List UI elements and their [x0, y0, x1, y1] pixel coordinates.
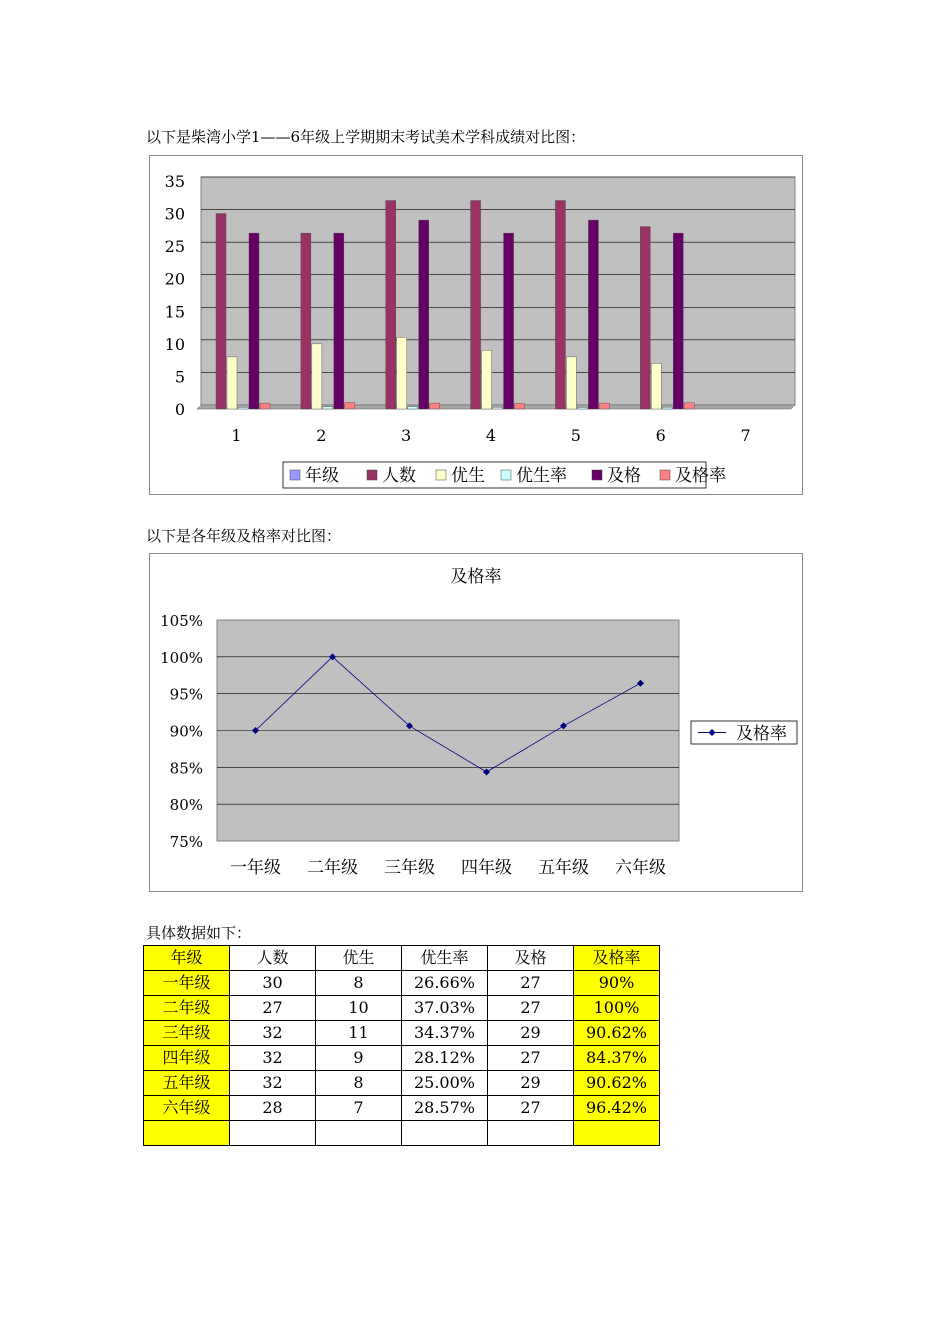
intro-text-line-chart: 以下是各年级及格率对比图： — [146, 527, 342, 545]
grade-table-body — [144, 946, 660, 1146]
y-tick-label: 0 — [174, 400, 185, 419]
table-cell — [144, 1121, 230, 1146]
bar-人数 — [386, 201, 396, 409]
table-cell: 90.62% — [574, 1021, 660, 1046]
intro-text-bar-chart: 以下是柴湾小学1——6年级上学期期末考试美术学科成绩对比图： — [146, 128, 586, 146]
line-chart-title: 及格率 — [450, 567, 502, 587]
legend-label-优生: 优生 — [451, 466, 485, 486]
table-row — [144, 1096, 660, 1121]
x-tick-label: 1 — [231, 426, 242, 445]
table-row — [144, 1046, 660, 1071]
bar-及格 — [673, 233, 683, 409]
table-cell: 五年级 — [144, 1071, 230, 1096]
table-cell: 28.57% — [402, 1096, 488, 1121]
plot-area-back-wall — [201, 177, 795, 405]
legend-swatch-优生率 — [501, 470, 511, 480]
table-cell: 四年级 — [144, 1046, 230, 1071]
y-tick-label: 100% — [160, 648, 203, 667]
bar-优生率 — [323, 407, 333, 409]
bar-优生率 — [238, 407, 248, 409]
table-cell: 96.42% — [574, 1096, 660, 1121]
legend-swatch-人数 — [367, 470, 377, 480]
intro-text-table: 具体数据如下： — [146, 924, 252, 942]
table-row — [144, 1121, 660, 1146]
table-cell: 26.66% — [402, 971, 488, 996]
y-tick-label: 85% — [169, 759, 203, 778]
bar-chart-svg — [150, 156, 802, 494]
bar-及格率 — [684, 403, 694, 409]
table-row — [144, 971, 660, 996]
y-tick-label: 20 — [164, 269, 185, 289]
table-cell: 25.00% — [402, 1071, 488, 1096]
table-cell: 29 — [488, 1021, 574, 1046]
table-cell: 三年级 — [144, 1021, 230, 1046]
table-cell: 一年级 — [144, 971, 230, 996]
table-cell — [488, 1121, 574, 1146]
table-cell: 90.62% — [574, 1071, 660, 1096]
legend-label-及格率: 及格率 — [736, 724, 787, 744]
table-cell — [316, 1121, 402, 1146]
bar-人数 — [301, 233, 311, 409]
x-tick-label: 六年级 — [615, 858, 666, 878]
bar-legend — [283, 462, 726, 488]
table-cell: 27 — [488, 971, 574, 996]
y-tick-label: 10 — [164, 334, 185, 354]
table-cell: 11 — [316, 1021, 402, 1046]
bar-优生率 — [662, 407, 672, 409]
y-tick-label: 5 — [174, 367, 185, 387]
table-cell: 27 — [488, 1096, 574, 1121]
x-tick-label: 2 — [316, 426, 327, 445]
legend-label-及格: 及格 — [607, 466, 641, 486]
y-tick-label: 35 — [164, 172, 185, 191]
table-cell: 27 — [488, 1046, 574, 1071]
table-header-cell: 及格率 — [574, 946, 660, 971]
x-tick-label: 4 — [485, 426, 497, 445]
legend-label-及格率: 及格率 — [675, 466, 726, 486]
x-tick-label: 四年级 — [461, 858, 512, 878]
bar-优生 — [566, 357, 576, 409]
table-cell — [230, 1121, 316, 1146]
table-header-cell: 优生 — [316, 946, 402, 971]
bar-及格率 — [345, 402, 355, 409]
bar-及格 — [334, 233, 344, 409]
table-cell: 32 — [230, 1071, 316, 1096]
grade-data-table — [143, 945, 660, 1146]
table-cell — [402, 1121, 488, 1146]
x-tick-label: 5 — [570, 426, 581, 445]
x-tick-label: 3 — [401, 426, 412, 445]
y-tick-label: 30 — [164, 204, 185, 224]
table-cell: 27 — [488, 996, 574, 1021]
table-header-row — [144, 946, 660, 971]
x-tick-label: 三年级 — [384, 858, 435, 878]
table-header-cell: 人数 — [230, 946, 316, 971]
line-legend — [691, 721, 797, 744]
table-header-cell: 年级 — [144, 946, 230, 971]
legend-label-人数: 人数 — [382, 466, 416, 486]
table-cell: 28 — [230, 1096, 316, 1121]
y-tick-label: 80% — [169, 796, 203, 815]
y-tick-label: 25 — [164, 237, 185, 257]
bar-人数 — [471, 201, 481, 409]
bar-及格率 — [599, 403, 609, 409]
table-cell: 32 — [230, 1021, 316, 1046]
table-row — [144, 1071, 660, 1096]
bar-及格 — [249, 233, 259, 409]
x-tick-label: 7 — [740, 426, 751, 445]
table-cell: 28.12% — [402, 1046, 488, 1071]
bar-及格 — [504, 233, 514, 409]
bar-优生 — [397, 337, 407, 409]
table-cell: 六年级 — [144, 1096, 230, 1121]
table-cell: 二年级 — [144, 996, 230, 1021]
table-row — [144, 1021, 660, 1046]
bar-优生 — [312, 344, 322, 409]
x-tick-label: 6 — [655, 426, 666, 445]
legend-swatch-优生 — [436, 470, 446, 480]
table-cell: 34.37% — [402, 1021, 488, 1046]
table-cell: 8 — [316, 1071, 402, 1096]
bar-优生 — [482, 350, 492, 409]
bar-优生 — [651, 363, 661, 409]
bar-及格 — [419, 220, 429, 409]
table-cell: 32 — [230, 1046, 316, 1071]
table-cell: 37.03% — [402, 996, 488, 1021]
grade-comparison-bar-chart — [149, 155, 803, 495]
y-tick-label: 105% — [160, 612, 203, 630]
y-tick-label: 95% — [169, 685, 203, 704]
bar-人数 — [555, 201, 565, 409]
table-header-cell: 及格 — [488, 946, 574, 971]
bar-及格率 — [260, 403, 270, 409]
table-cell: 29 — [488, 1071, 574, 1096]
table-cell: 90% — [574, 971, 660, 996]
bar-及格率 — [515, 404, 525, 409]
line-chart-svg — [150, 554, 802, 891]
table-header-cell: 优生率 — [402, 946, 488, 971]
bar-及格 — [588, 220, 598, 409]
table-cell: 9 — [316, 1046, 402, 1071]
y-tick-label: 15 — [164, 302, 185, 322]
pass-rate-line-chart — [149, 553, 803, 892]
table-cell: 8 — [316, 971, 402, 996]
legend-box — [283, 462, 706, 488]
bar-优生率 — [577, 407, 587, 409]
x-tick-label: 五年级 — [538, 858, 589, 878]
table-cell — [574, 1121, 660, 1146]
legend-label-优生率: 优生率 — [516, 466, 567, 486]
table-row — [144, 996, 660, 1021]
x-tick-label: 二年级 — [307, 858, 358, 878]
y-tick-label: 75% — [169, 833, 203, 851]
legend-swatch-及格率 — [660, 470, 670, 480]
table-cell: 100% — [574, 996, 660, 1021]
legend-label-年级: 年级 — [305, 466, 339, 486]
bar-优生率 — [408, 407, 418, 409]
bar-及格率 — [430, 403, 440, 409]
table-cell: 30 — [230, 971, 316, 996]
legend-swatch-及格 — [592, 470, 602, 480]
y-tick-label: 90% — [169, 722, 203, 741]
bar-人数 — [640, 227, 650, 409]
table-cell: 27 — [230, 996, 316, 1021]
table-cell: 7 — [316, 1096, 402, 1121]
legend-swatch-年级 — [290, 470, 300, 480]
x-tick-label: 一年级 — [230, 858, 281, 878]
bar-优生 — [227, 357, 237, 409]
bar-人数 — [216, 214, 226, 409]
bar-优生率 — [493, 407, 503, 409]
table-cell: 84.37% — [574, 1046, 660, 1071]
table-cell: 10 — [316, 996, 402, 1021]
